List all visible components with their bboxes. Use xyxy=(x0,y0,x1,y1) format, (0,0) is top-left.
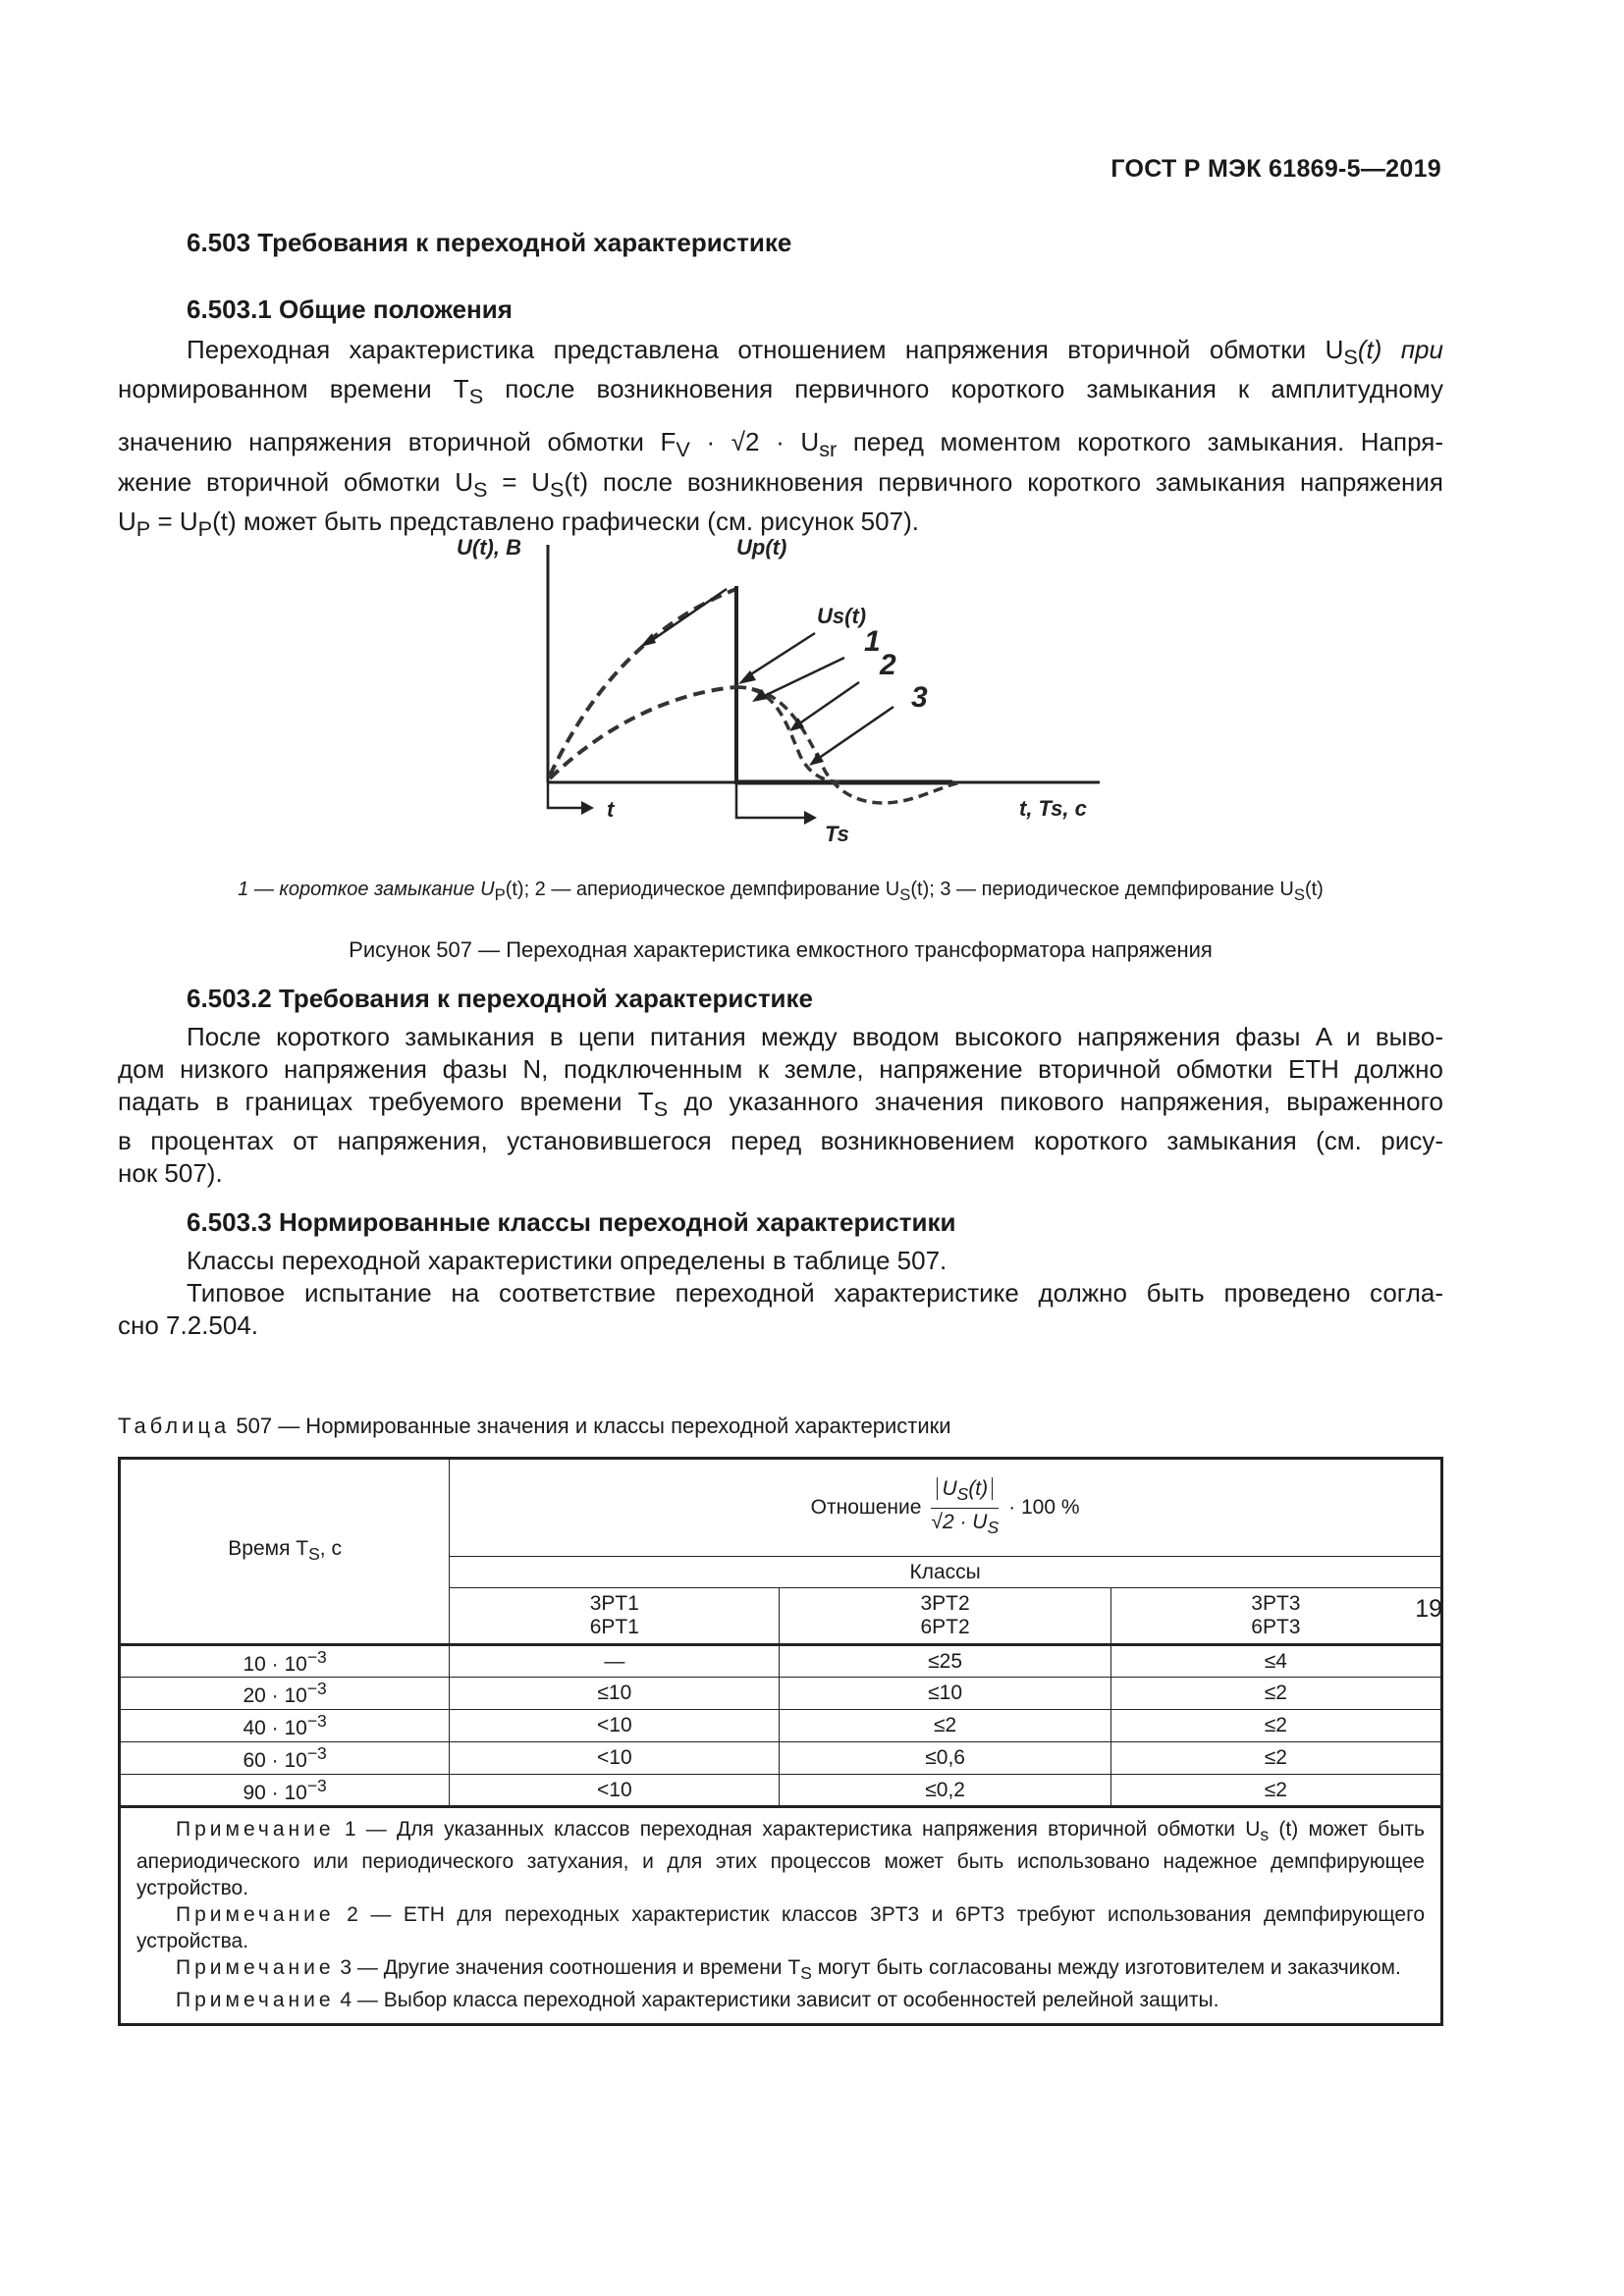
section-65033-body xyxy=(118,1245,1443,1342)
us-label: Us(t) xyxy=(817,604,867,628)
x-axis-label: t, Ts, с xyxy=(1019,796,1087,821)
value-cell: ≤2 xyxy=(1110,1742,1441,1775)
table-notes xyxy=(120,1807,1442,2025)
classes-header-cell: Классы xyxy=(450,1557,1442,1588)
time-cell: $60 \cdot 10^{-3}$ xyxy=(120,1742,450,1775)
time-cell: $20 \cdot 10^{-3}$ xyxy=(120,1678,450,1710)
body-line: дом низкого напряжения фазы N, подключенным к земле, напряжение вторичной обмотки ЕТН должно xyxy=(118,1054,1443,1084)
note-3: Примечание 3 — Другие значения соотношения и времени $T_S$ могут быть согласованы между изготовителем и заказчиком. xyxy=(176,1956,1401,1984)
note-2: Примечание 2 — ЕТН для переходных характеристик классов 3PT3 и 6PT3 требуют использования демпфирующего устройства. xyxy=(136,1903,1425,1953)
section-65033-title: 6.503.3 Нормированные классы переходной характеристики xyxy=(187,1207,956,1237)
ratio-label: Отношение xyxy=(810,1496,922,1519)
table-row xyxy=(120,1678,1442,1710)
curve2-arrow xyxy=(795,682,859,726)
up-label-arrow xyxy=(648,589,727,643)
us-label-arrow xyxy=(746,633,815,677)
note-1: Примечание 1 — Для указанных классов переходная характеристика напряжения вторичной обмотки $U_s$ (t) может быть апериодического или периодического затухания, и для этих процессов может быть использовано надежное демпфирующее устройство. xyxy=(136,1818,1425,1900)
curve1-arrow xyxy=(758,658,844,699)
curve-1-label: 1 xyxy=(864,625,881,658)
table-row xyxy=(120,1710,1442,1742)
value-cell: <10 xyxy=(450,1710,780,1742)
section-6503-title: 6.503 Требования к переходной характеристике xyxy=(187,228,792,257)
transient-classes-table xyxy=(118,1457,1443,2026)
table-title: Таблица 507 — Нормированные значения и классы переходной характеристики xyxy=(118,1414,951,1438)
curve-3-label: 3 xyxy=(911,681,928,714)
body-line: значению напряжения вторичной обмотки $F_V \cdot √2 \cdot U_{sr}$ перед моментом короткого замыкания. Напря- xyxy=(118,427,1444,462)
table-row xyxy=(120,1775,1442,1807)
body-line: нок 507). xyxy=(118,1158,223,1189)
section-65032-body xyxy=(118,1021,1443,1190)
figure-legend: 1 — короткое замыкание $U_P(t)$; 2 — апериодическое демпфирование $U_S(t)$; 3 — периодическое демпфирование $U_S(t)$ xyxy=(238,879,1324,904)
value-cell: ≤2 xyxy=(1110,1775,1441,1807)
body-line: Классы переходной характеристики определены в таблице 507. xyxy=(187,1246,947,1275)
body-line: в процентах от напряжения, установившегося перед возникновением короткого замыкания (см. рису- xyxy=(118,1126,1443,1156)
value-cell: — xyxy=(450,1645,780,1678)
section-65031-body xyxy=(118,334,1443,545)
us-prefault-curve xyxy=(550,687,736,778)
ratio-multiplier: · 100 % xyxy=(1008,1496,1080,1519)
value-cell: ≤0,2 xyxy=(780,1775,1110,1807)
value-cell: ≤2 xyxy=(1110,1710,1441,1742)
value-cell: <10 xyxy=(450,1742,780,1775)
up-label: Up(t) xyxy=(736,535,787,560)
ts-marker xyxy=(736,782,805,818)
value-cell: ≤25 xyxy=(780,1645,1110,1678)
time-cell: $90 \cdot 10^{-3}$ xyxy=(120,1775,450,1807)
body-line: падать в границах требуемого времени $T_S$ до указанного значения пикового напряжения, выраженного xyxy=(118,1087,1443,1122)
t-marker xyxy=(548,782,584,808)
class-col-2: 3PT2 6PT2 xyxy=(780,1588,1110,1645)
value-cell: ≤10 xyxy=(780,1678,1110,1710)
y-axis-label: U(t), В xyxy=(457,535,521,560)
time-header-cell: Время $T_S$, с xyxy=(120,1459,450,1645)
body-line: Типовое испытание на соответствие переходной характеристике должно быть проведено согла- xyxy=(187,1278,1443,1308)
ratio-fraction: $\frac{U_S(t)}{√2 \cdot U_S}$ xyxy=(931,1477,1000,1537)
curve-3-periodic xyxy=(736,687,962,803)
ts-arrowhead xyxy=(804,811,817,825)
value-cell: ≤4 xyxy=(1110,1645,1441,1678)
value-cell: ≤0,6 xyxy=(780,1742,1110,1775)
value-cell: ≤2 xyxy=(1110,1678,1441,1710)
note-4: Примечание 4 — Выбор класса переходной характеристики зависит от особенностей релейной защиты. xyxy=(176,1989,1219,2012)
body-line: $U_P = U_P(t)$ может быть представлено графически (см. рисунок 507). xyxy=(118,506,919,541)
class-col-3: 3PT3 6PT3 xyxy=(1110,1588,1441,1645)
value-cell: ≤2 xyxy=(780,1710,1110,1742)
section-65032-title: 6.503.2 Требования к переходной характеристике xyxy=(187,984,814,1013)
standard-header: ГОСТ Р МЭК 61869-5—2019 xyxy=(1110,155,1441,183)
curve-2-label: 2 xyxy=(880,649,896,681)
time-cell: $10 \cdot 10^{-3}$ xyxy=(120,1645,450,1678)
ts-label: Ts xyxy=(825,822,849,846)
body-line: нормированном времени $T_S$ после возникновения первичного короткого замыкания к амплитудному xyxy=(118,374,1443,409)
class-col-1: 3PT1 6PT1 xyxy=(450,1588,780,1645)
ratio-header-cell xyxy=(450,1459,1442,1557)
value-cell: <10 xyxy=(450,1775,780,1807)
time-cell: $40 \cdot 10^{-3}$ xyxy=(120,1710,450,1742)
page-number: 19 xyxy=(1415,1595,1442,1623)
t-arrowhead xyxy=(581,801,594,815)
up-curve xyxy=(550,589,736,775)
body-line: После короткого замыкания в цепи питания между вводом высокого напряжения фазы A и выво- xyxy=(187,1022,1443,1051)
table-row xyxy=(120,1645,1442,1678)
transient-response-figure xyxy=(412,525,1119,859)
body-line: Переходная характеристика представлена отношением напряжения вторичной обмотки $U_S(t)$ при xyxy=(187,335,1443,370)
table-row xyxy=(120,1742,1442,1775)
body-line: сно 7.2.504. xyxy=(118,1310,259,1340)
figure-caption: Рисунок 507 — Переходная характеристика емкостного трансформатора напряжения xyxy=(349,937,1213,962)
section-65031-title: 6.503.1 Общие положения xyxy=(187,294,513,324)
value-cell: ≤10 xyxy=(450,1678,780,1710)
curve3-arrow xyxy=(815,707,893,761)
body-line: жение вторичной обмотки $U_S = U_S(t)$ после возникновения первичного короткого замыкания напряжения xyxy=(118,466,1443,502)
t-label: t xyxy=(607,797,615,822)
